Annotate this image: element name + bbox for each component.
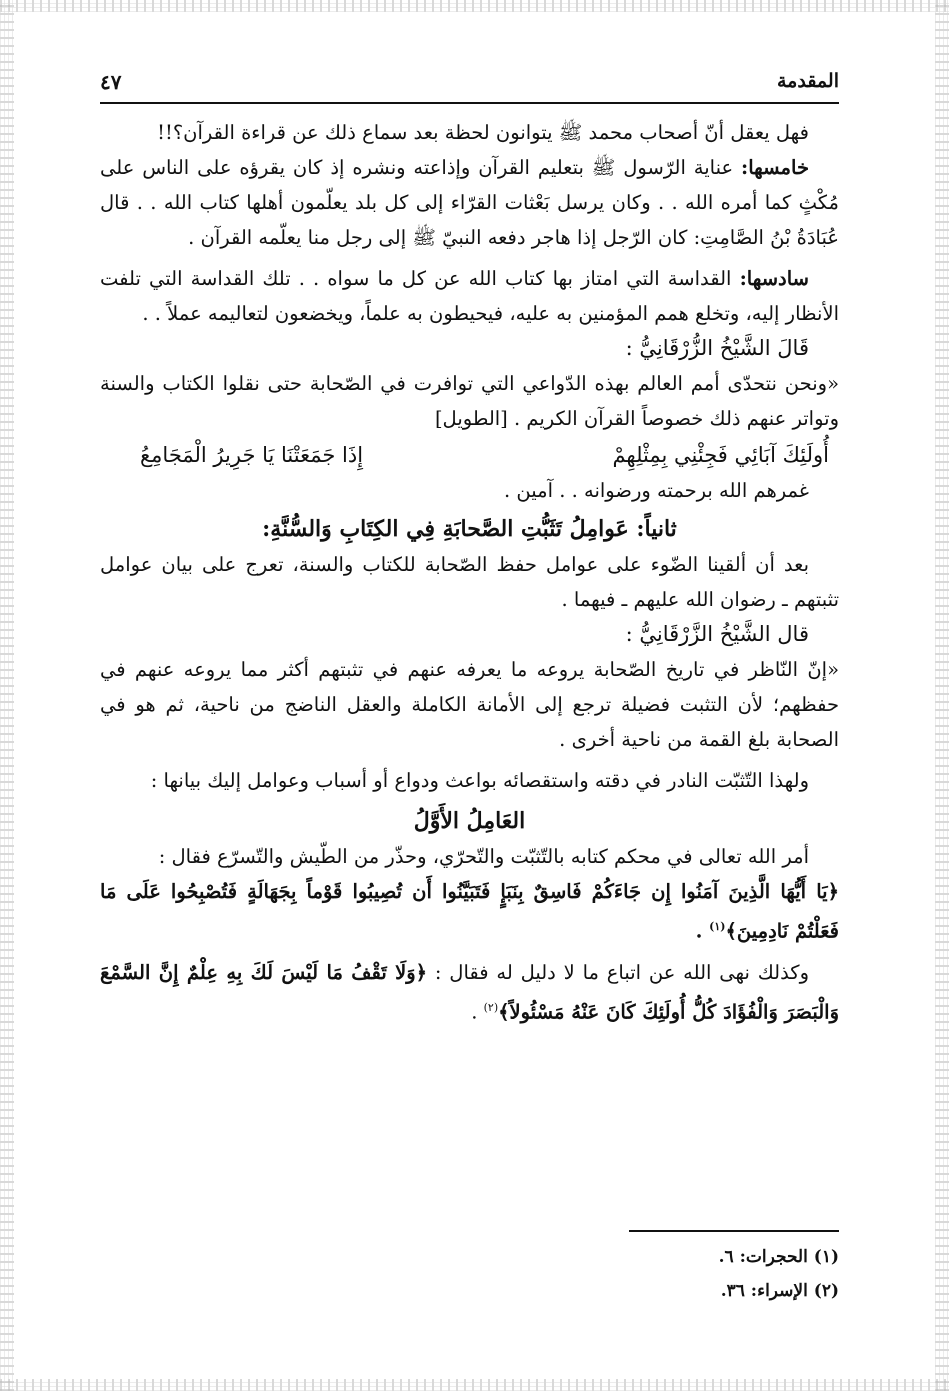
footnote-rule: [629, 1230, 839, 1232]
decorative-border-top: [0, 0, 949, 12]
paragraph-13-text: وكذلك نهى الله عن اتباع ما لا دليل له فقال :: [427, 960, 810, 984]
footnote-1: (١) الحجرات: ٦.: [718, 1247, 839, 1267]
paragraph-prayer: غمرهم الله برحمته ورضوانه . . آمين .: [504, 479, 809, 502]
paragraph-3: [100, 261, 839, 331]
section-title: المقدمة: [776, 70, 839, 92]
book-page: [100, 60, 839, 1361]
paragraph-10: ولهذا التّثبّت النادر في دقته واستقصائه بواعث ودواع أو أسباب وعوامل إليك بيانها :: [150, 769, 809, 792]
paragraph-2-lead: خامسها:: [741, 156, 809, 179]
footnote-ref-2: (٢): [483, 1000, 499, 1014]
quotation-2: «إنّ النّاظر في تاريخ الصّحابة يروعه ما يعرفه عنهم في تثبتهم أكثر مما يروعه عنهم في حفظهم؛ لأن التثبت فضيلة ترجع إلى الأمانة الكاملة والعقل الناضج من ناحية، ثم هو في الصحابة بلغ القمة من ناحية أخرى .: [100, 658, 839, 751]
quotation-1: «ونحن نتحدّى أمم العالم بهذه الدّواعي التي توافرت في الصّحابة حتى نقلوا الكتاب والسنة وتواتر عنهم ذلك خصوصاً القرآن الكريم . [الطويل]: [100, 372, 839, 430]
page-number: ٤٧: [100, 70, 122, 94]
paragraph-7: بعد أن ألقينا الضّوء على عوامل حفظ الصّحابة للكتاب والسنة، تعرج على بيان عوامل تثبتهم ـ رضوان الله عليهم ـ فيهما .: [100, 553, 839, 611]
paragraph-2: [100, 150, 839, 255]
quran-verse-1-text: ﴿يَا أَيُّهَا الَّذِينَ آمَنُوا إِن جَاءَكُمْ فَاسِقٌ بِنَبَإٍ فَتَبَيَّنُوا أَن تُصِيبُوا قَوْماً بِجَهَالَةٍ فَتُصْبِحُوا عَلَى مَا فَعَلْتُمْ نَادِمِينَ﴾: [100, 880, 839, 943]
paragraph-3-text: القداسة التي امتاز بها كتاب الله عن كل ما سواه . . تلك القداسة التي تلفت الأنظار إليه، وتخلع همم المؤمنين به عليه، فيحيطون به علماً، ويخضعون لتعاليمه عملاً . .: [100, 267, 839, 325]
quote-attribution-1: قَالَ الشَّيْخُ الزُّرْقَانِيُّ :: [625, 336, 809, 360]
page-header: [100, 60, 839, 100]
paragraph-3-lead: سادسها:: [739, 267, 809, 290]
quote-attribution-2: قال الشَّيْخُ الزَّرْقَانِيُّ :: [625, 622, 809, 646]
quran-verse-1-end: .: [695, 919, 710, 943]
header-rule: [100, 102, 839, 104]
decorative-border-right: [935, 0, 949, 1391]
footnote-ref-1: (١): [709, 920, 726, 933]
quran-verse-1: [100, 874, 839, 949]
footnote-2: (٢) الإسراء: ٣٦.: [720, 1281, 839, 1301]
footnotes: [719, 1240, 839, 1308]
paragraph-11: أمر الله تعالى في محكم كتابه بالتّثبّت والتّحرّي، وحذّر من الطّيش والتّسرّع فقال :: [158, 845, 809, 868]
paragraph-2-text: عناية الرّسول ﷺ بتعليم القرآن وإذاعته ونشره إذ كان يقرؤه على الناس على مُكْثٍ كما أمره الله . . وكان يرسل بَعْثات القرّاء إلى كل بلد يعلّمون أهلها كتاب الله . . قال عُبَادَةُ بْنُ الصَّامِتِ: كان الرّجل إذا هاجر دفعه النبيّ ﷺ إلى رجل منا يعلّمه القرآن .: [100, 156, 839, 249]
quran-verse-2-text: ﴿وَلَا تَقْفُ مَا لَيْسَ لَكَ بِهِ عِلْمٌ إِنَّ السَّمْعَ وَالْبَصَرَ وَالْفُؤَادَ كُلُّ أُولَئِكَ كَانَ عَنْهُ مَسْئُولاً﴾: [100, 960, 839, 1023]
section-subheading: ثانياً: عَوامِلُ تَثَبُّتِ الصَّحابَةِ فِي الكِتَابِ وَالسُّنَّةِ:: [262, 516, 677, 542]
decorative-border-bottom: [0, 1379, 949, 1391]
verse-second-hemistich: إِذَا جَمَعَتْنَا يَا جَرِيرُ الْمَجَامِعُ: [140, 443, 364, 467]
quran-verse-2-end: .: [471, 1000, 484, 1023]
paragraph-1: فهل يعقل أنّ أصحاب محمد ﷺ يتوانون لحظة بعد سماع ذلك عن قراءة القرآن؟!!: [157, 121, 809, 144]
poetry-verse: [100, 438, 839, 473]
paragraph-13: [100, 955, 839, 1030]
factor-heading: العَامِلُ الأَوَّلُ: [413, 808, 526, 834]
page-body: [100, 115, 839, 1029]
verse-first-hemistich: أُولَئِكَ آبَائِي فَجِئْنِي بِمِثْلِهِمْ: [612, 443, 829, 467]
decorative-border-left: [0, 0, 14, 1391]
